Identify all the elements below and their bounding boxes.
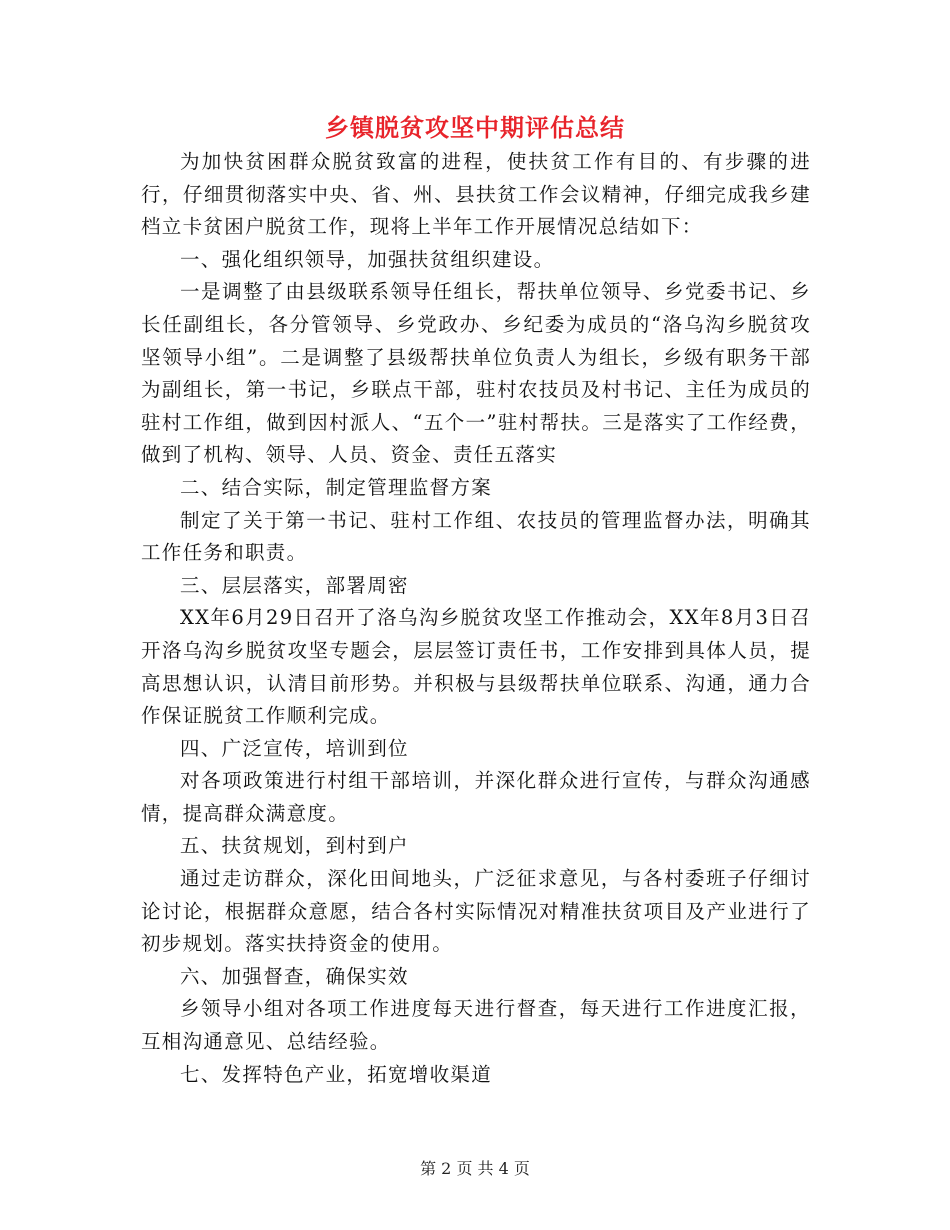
page-number: 第 2 页 共 4 页 [420,1159,530,1178]
paragraph-section-6: 乡领导小组对各项工作进度每天进行督查，每天进行工作进度汇报，互相沟通意见、总结经验。 [141,997,811,1054]
paragraph-section-2: 制定了关于第一书记、驻村工作组、农技员的管理监督办法，明确其工作任务和职责。 [141,508,811,565]
paragraph-intro: 为加快贫困群众脱贫致富的进程，使扶贫工作有目的、有步骤的进行，仔细贯彻落实中央、省、州、县扶贫工作会议精神，仔细完成我乡建档立卡贫困户脱贫工作，现将上半年工作开展情况总结如下： [141,150,811,239]
document-title: 乡镇脱贫攻坚中期评估总结 [325,114,625,142]
section-heading-7: 七、发挥特色产业，拓宽增收渠道 [180,1062,493,1086]
page-footer [0,1156,950,1179]
paragraph-section-1: 一是调整了由县级联系领导任组长，帮扶单位领导、乡党委书记、乡长任副组长，各分管领导、乡党政办、乡纪委为成员的“洛乌沟乡脱贫攻坚领导小组”。二是调整了县级帮扶单位负责人为组长，乡级有职务干部为副组长，第一书记，乡联点干部，驻村农技员及村书记、主任为成员的驻村工作组，做到因村派人、“五个一”驻村帮扶。三是落实了工作经费，做到了机构、领导、人员、资金、责任五落实 [141,280,811,467]
paragraph-section-4: 对各项政策进行村组干部培训，并深化群众进行宣传，与群众沟通感情，提高群众满意度。 [141,769,811,825]
paragraph-section-5: 通过走访群众，深化田间地头，广泛征求意见，与各村委班子仔细讨论讨论，根据群众意愿，结合各村实际情况对精准扶贫项目及产业进行了初步规划。落实扶持资金的使用。 [141,867,811,956]
paragraph-section-3: XX年6月29日召开了洛乌沟乡脱贫攻坚工作推动会，XX年8月3日召开洛乌沟乡脱贫攻坚专题会，层层签订责任书，工作安排到具体人员，提高思想认识，认清目前形势。并积极与县级帮扶单位联系、沟通，通力合作保证脱贫工作顺利完成。 [141,606,811,728]
section-heading-1: 一、强化组织领导，加强扶贫组织建设。 [180,247,555,271]
section-heading-4: 四、广泛宣传，培训到位 [180,736,409,760]
document-body [141,146,811,1091]
section-heading-6: 六、加强督查，确保实效 [180,964,409,988]
section-heading-2: 二、结合实际，制定管理监督方案 [180,475,493,499]
section-heading-3: 三、层层落实，部署周密 [180,573,409,597]
section-heading-5: 五、扶贫规划，到村到户 [180,834,409,858]
